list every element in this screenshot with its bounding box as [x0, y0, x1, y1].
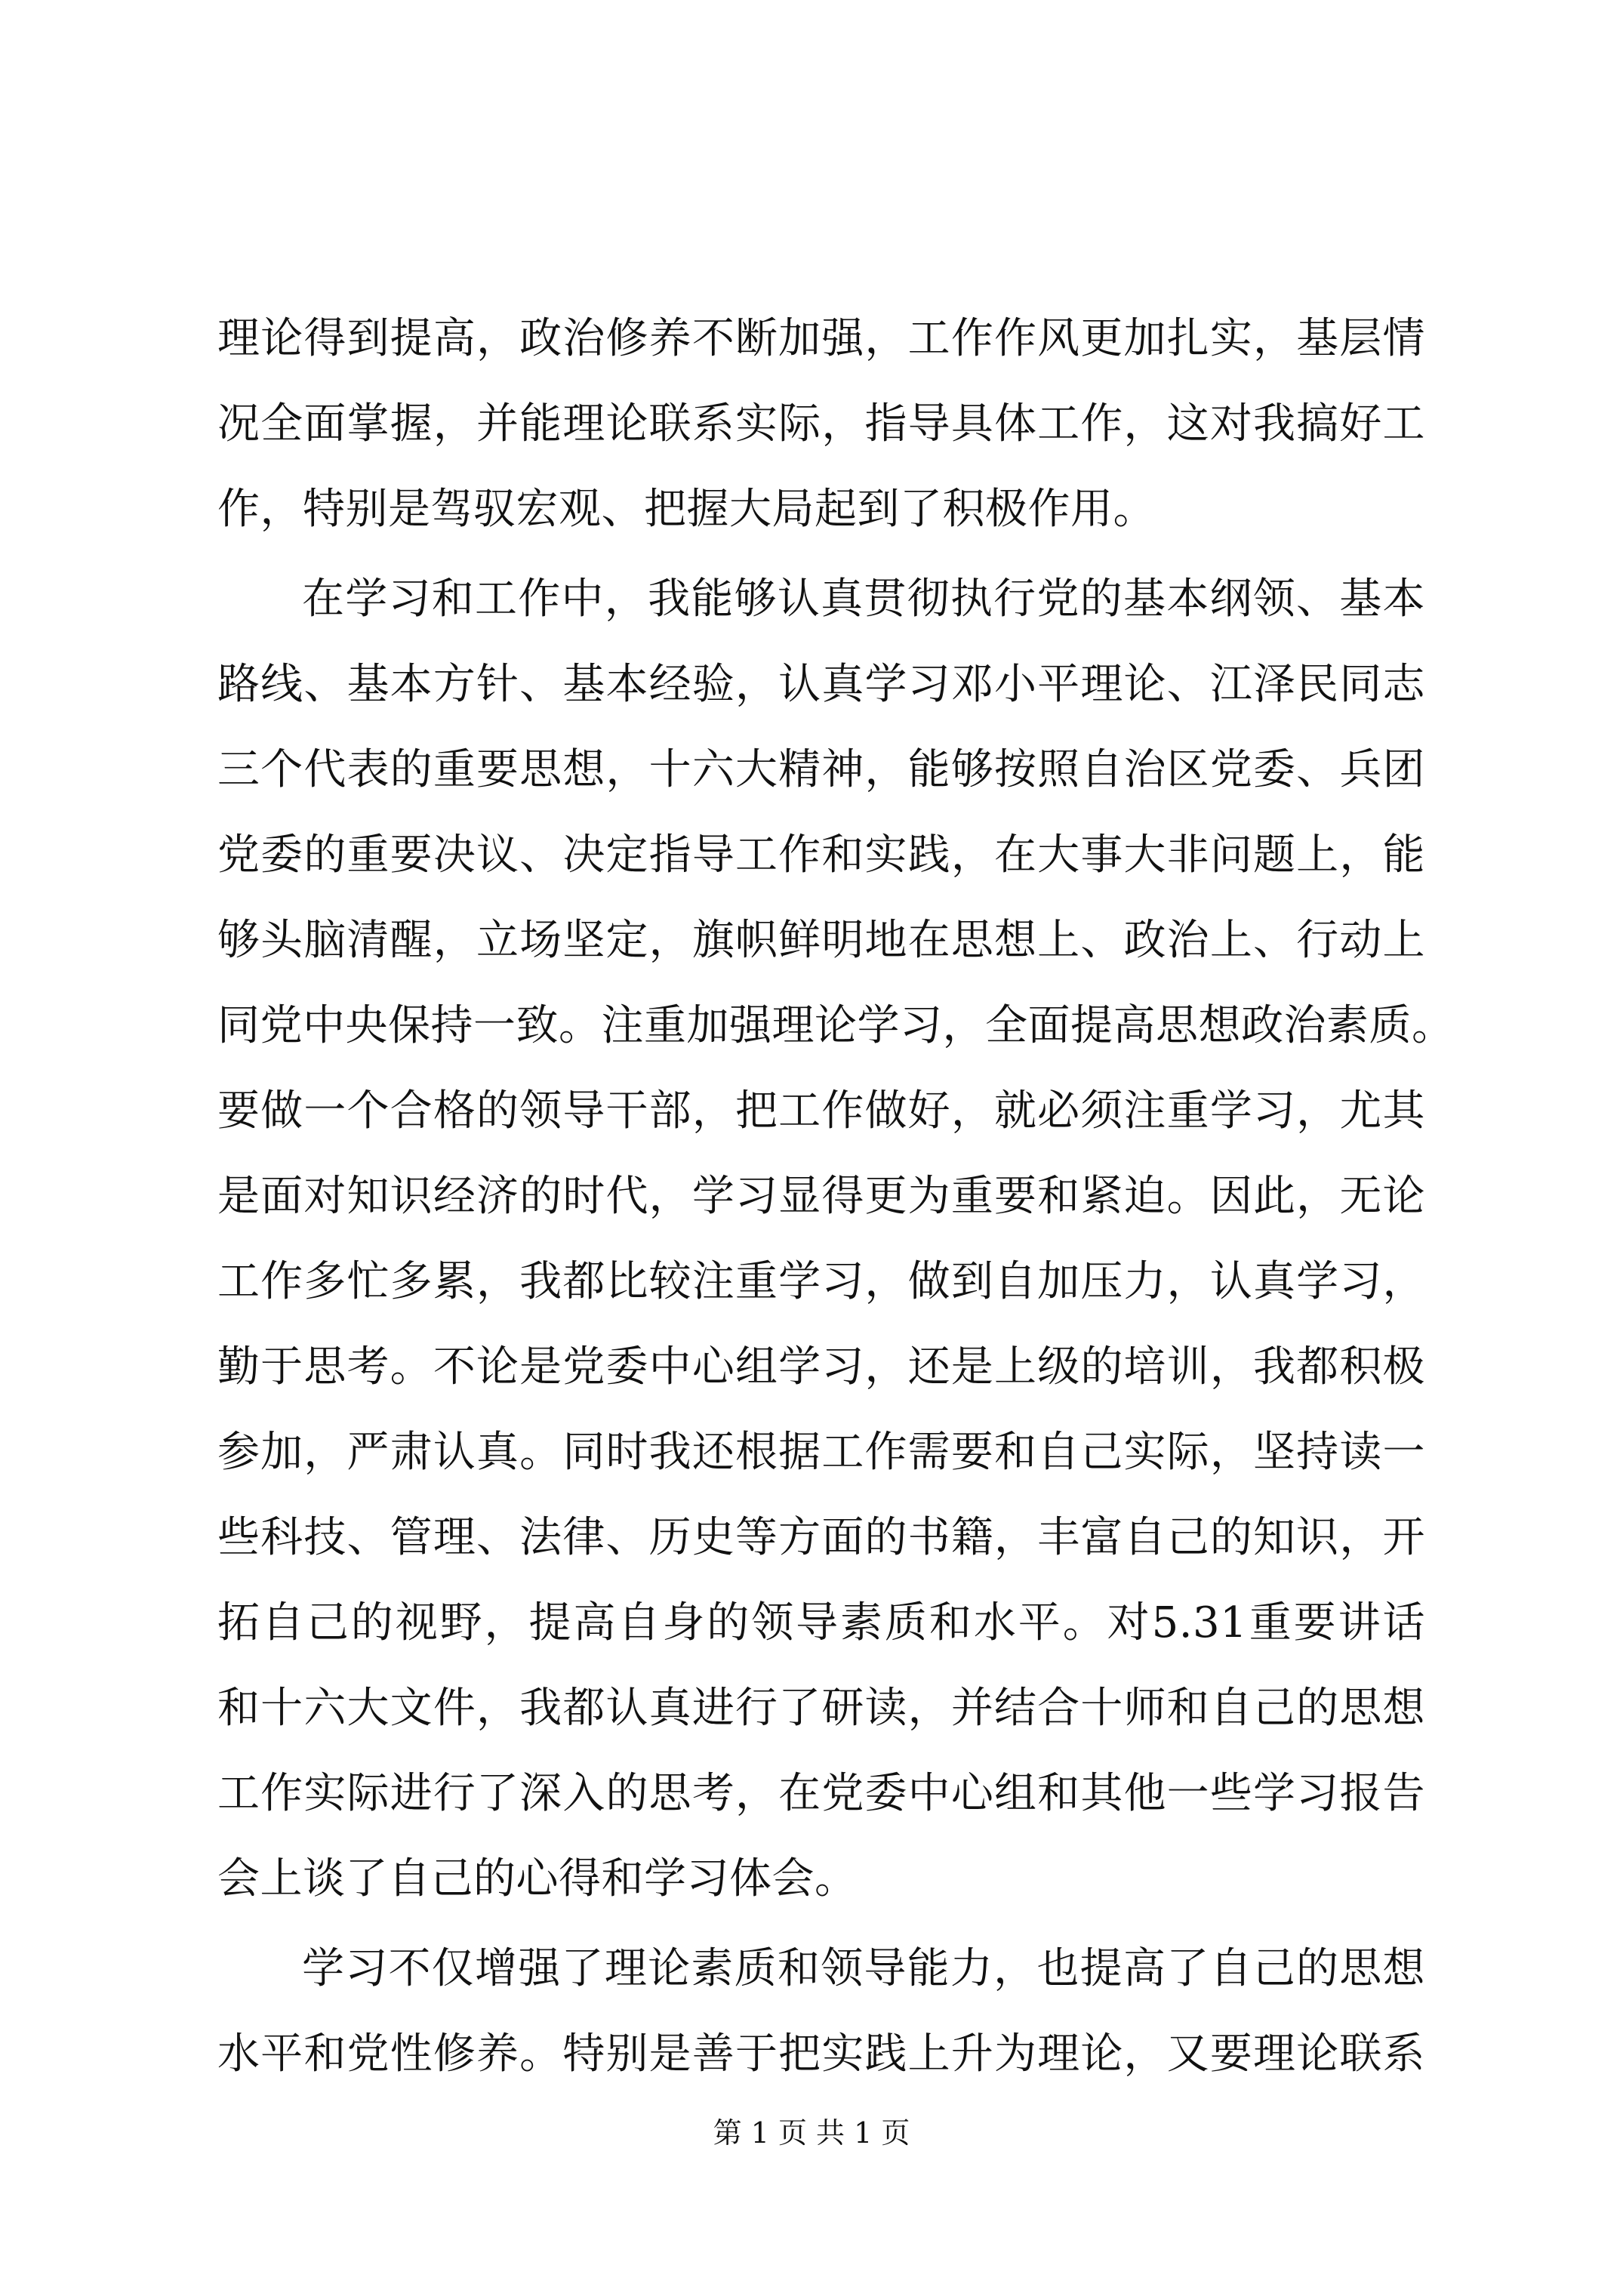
paragraph	[217, 1926, 1425, 2097]
text-line: 工作实际进行了深入的思考，在党委中心组和其他一些学习报告	[217, 1769, 1425, 1818]
paragraph	[217, 556, 1455, 1922]
text-line: 党委的重要决议、决定指导工作和实践，在大事大非问题上，能	[217, 831, 1425, 880]
text-line: 参加，严肃认真。同时我还根据工作需要和自己实际，坚持读一	[217, 1428, 1425, 1477]
text-line: 工作多忙多累，我都比较注重学习，做到自加压力，认真学习，	[217, 1257, 1425, 1306]
text-line: 够头脑清醒，立场坚定，旗帜鲜明地在思想上、政治上、行动上	[217, 916, 1425, 965]
text-line: 水平和党性修养。特别是善于把实践上升为理论，又要理论联系	[217, 2029, 1425, 2079]
text-line: 理论得到提高，政治修养不断加强，工作作风更加扎实，基层情	[217, 314, 1425, 363]
text-line: 作，特别是驾驭宏观、把握大局起到了积极作用。	[217, 485, 1156, 534]
page-footer: 第 1 页 共 1 页	[713, 2116, 910, 2150]
text-line: 会上谈了自己的心得和学习体会。	[217, 1854, 858, 1903]
paragraph	[217, 296, 1425, 552]
text-line: 在学习和工作中，我能够认真贯彻执行党的基本纲领、基本	[302, 575, 1425, 624]
text-line: 同党中央保持一致。注重加强理论学习，全面提高思想政治素质。	[217, 1001, 1455, 1050]
text-line: 是面对知识经济的时代，学习显得更为重要和紧迫。因此，无论	[217, 1172, 1425, 1221]
text-line: 学习不仅增强了理论素质和领导能力，也提高了自己的思想	[302, 1944, 1425, 1993]
text-line: 三个代表的重要思想，十六大精神，能够按照自治区党委、兵团	[217, 745, 1425, 794]
text-line: 况全面掌握，并能理论联系实际，指导具体工作，这对我搞好工	[217, 399, 1425, 448]
text-line: 要做一个合格的领导干部，把工作做好，就必须注重学习，尤其	[217, 1086, 1425, 1136]
text-line: 勤于思考。不论是党委中心组学习，还是上级的培训，我都积极	[217, 1342, 1425, 1391]
text-line: 拓自己的视野，提高自身的领导素质和水平。对5.31重要讲话	[217, 1598, 1425, 1647]
text-line: 和十六大文件，我都认真进行了研读，并结合十师和自己的思想	[217, 1684, 1425, 1733]
text-line: 些科技、管理、法律、历史等方面的书籍，丰富自己的知识，开	[217, 1513, 1425, 1562]
document-body	[217, 296, 1455, 2097]
text-line: 路线、基本方针、基本经验，认真学习邓小平理论、江泽民同志	[217, 660, 1425, 709]
